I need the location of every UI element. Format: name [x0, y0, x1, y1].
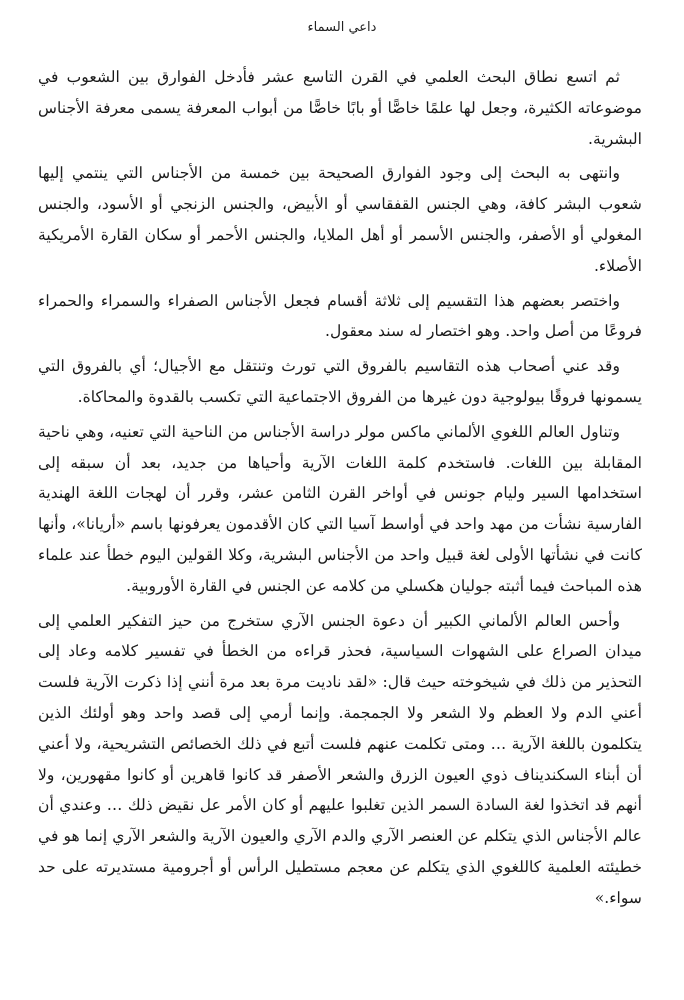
- paragraph-2: وانتهى به البحث إلى وجود الفوارق الصحيحة بين خمسة من الأجناس التي ينتمي إليها شعوب البشر كافة، وهي الجنس القفقاسي أو الأبيض، والجنس الزنجي أو الأسود، والجنس المغولي أو الأصفر، والجنس الأسمر أو أهل الملايا، والجنس الأحمر أو سكان القارة الأمريكية الأصلاء.: [38, 164, 642, 275]
- paragraph-3: واختصر بعضهم هذا التقسيم إلى ثلاثة أقسام فجعل الأجناس الصفراء والسمراء والحمراء فروعًا من أصل واحد. وهو اختصار له سند معقول.: [38, 291, 642, 341]
- paragraph-6: وأحس العالم الألماني الكبير أن دعوة الجنس الآري ستخرج من حيز التفكير العلمي إلى ميدان الصراع على الشهوات السياسية، فحذر قراءه من الخطأ في تفسير كلامه وعاد إلى التحذير من ذلك في شيخوخته حيث قال: «لقد ناديت مرة بعد مرة أنني إذا ذكرت الآرية فلست أعني الدم ولا العظم ولا الشعر ولا الجمجمة. وإنما أرمي إلى قصد واحد وهو أولئك الذين يتكلمون باللغة الآرية … ومتى تكلمت عنهم فلست أتبع في ذلك الخصائص التشريحية، ولا أعني أن أبناء السكنديناف ذوي العيون الزرق والشعر الأصفر قد كانوا قاهرين أو كانوا مقهورين، ولا أنهم قد اتخذوا لغة السادة السمر الذين تغلبوا عليهم أو كان الأمر عل نقيض ذلك … وعندي أن عالم الأجناس الذي يتكلم عن العنصر الآري والدم الآري والعيون الآرية والشعر الآري إنما هو في خطيئته العلمية كاللغوي الذي يتكلم عن معجم مستطيل الرأس أو أجرومية مستديرته على حد سواء.»: [38, 611, 642, 907]
- running-header-title: داعي السماء: [307, 20, 377, 35]
- body-text: [38, 62, 642, 914]
- paragraph-5: وتناول العالم اللغوي الألماني ماكس مولر دراسة الأجناس من الناحية التي تعنيه، وهي ناحية المقابلة بين اللغات. فاستخدم كلمة اللغات الآرية وأحياها من جديد، بعد أن سبقه إلى استخدامها السير وليام جونس في أواخر القرن الثامن عشر، وقرر أن لهجات اللغة الهندية الفارسية نشأت من مهد واحد في أواسط آسيا التي كان الأقدمون يعرفونها باسم «أريانا»، وأنها كانت في نشأتها الأولى لغة قبيل واحد من الأجناس البشرية، وكلا القولين اليوم خطأ عند علماء هذه المباحث فيما أثبته جوليان هكسلي من كلامه عن الجنس في القارة الأوروبية.: [38, 422, 642, 595]
- paragraph-1: ثم اتسع نطاق البحث العلمي في القرن التاسع عشر فأدخل الفوارق بين الشعوب في موضوعاته الكثيرة، وجعل لها علمًا خاصًّا أو بابًا خاصًّا من أبواب المعرفة يسمى معرفة الأجناس البشرية.: [38, 68, 642, 148]
- paragraph-4: وقد عني أصحاب هذه التقاسيم بالفروق التي تورث وتنتقل مع الأجيال؛ أي بالفروق التي يسمونها فروقًا بيولوجية دون غيرها من الفروق الاجتماعية التي تكسب بالقدوة والمحاكاة.: [38, 357, 642, 406]
